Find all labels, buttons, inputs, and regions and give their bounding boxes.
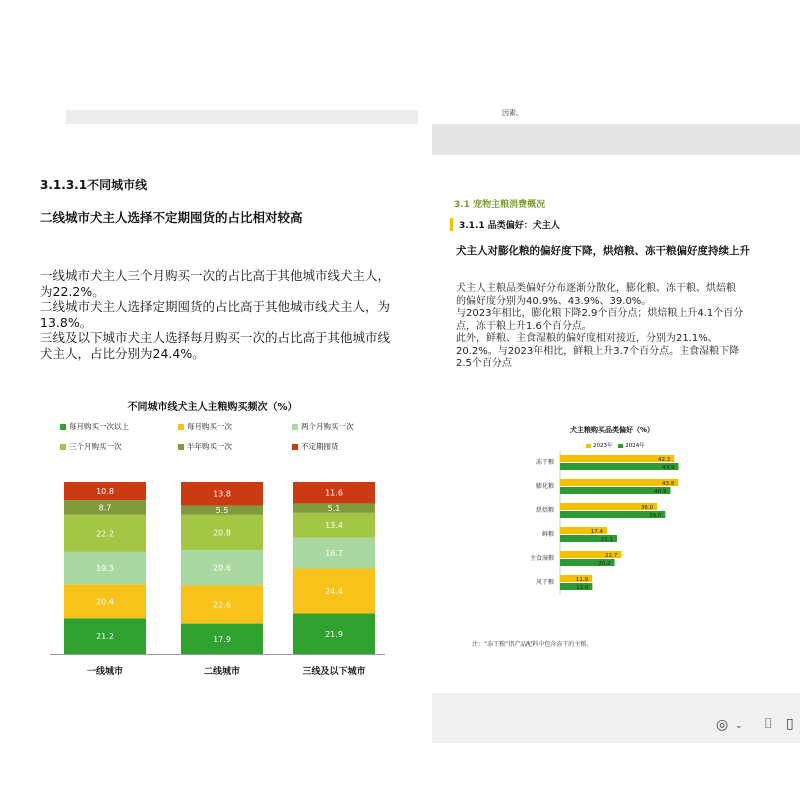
data-label: 19.3 bbox=[96, 564, 114, 574]
eye-icon[interactable]: ◎ bbox=[716, 717, 729, 733]
data-label: 42.3 bbox=[657, 457, 671, 463]
paragraph-line: 2.5个百分点 bbox=[456, 358, 512, 369]
paragraph-line: 点，冻干粮上升1.6个百分点。 bbox=[456, 320, 592, 332]
data-label: 5.1 bbox=[327, 504, 341, 514]
legend-label: 两个月购买一次 bbox=[301, 422, 354, 431]
category-label: 烘焙粮 bbox=[535, 507, 554, 514]
data-label: 39.0 bbox=[649, 513, 662, 519]
paragraph-line: 二线城市犬主人选择定期囤货的占比高于其他城市线犬主人，为 bbox=[40, 299, 391, 314]
paragraph-line: 20.2%。与2023年相比，鲜粮上升3.7个百分点。主食湿粮下降 bbox=[456, 345, 740, 357]
category-label: 膨化粮 bbox=[535, 483, 554, 490]
subsection-title: 3.1.1 品类偏好：犬主人 bbox=[450, 218, 560, 231]
data-label: 5.5 bbox=[215, 506, 229, 516]
data-label: 20.8 bbox=[213, 528, 231, 538]
viewer-toolbar bbox=[432, 693, 800, 743]
data-label: 22.6 bbox=[213, 600, 231, 610]
legend-label: 2024年 bbox=[625, 443, 645, 449]
category-label: 冻干粮 bbox=[535, 459, 554, 466]
data-label: 8.7 bbox=[98, 503, 112, 513]
right-page-top bbox=[432, 0, 800, 124]
section-title: 3.1 宠物主粮消费概况 bbox=[454, 200, 546, 210]
category-label: 一线城市 bbox=[86, 667, 124, 677]
data-label: 21.2 bbox=[96, 632, 114, 642]
data-label: 20.6 bbox=[213, 563, 231, 573]
data-label: 21.1 bbox=[600, 537, 613, 543]
data-label: 22.2 bbox=[96, 529, 114, 539]
paragraph-line: 一线城市犬主人三个月购买一次的占比高于其他城市线犬主人， bbox=[40, 268, 391, 283]
category-label: 三线及以下城市 bbox=[302, 667, 366, 677]
bar bbox=[560, 463, 679, 470]
chart-title: 犬主粮购买品类偏好（%） bbox=[569, 426, 654, 434]
legend-label: 每月购买一次以上 bbox=[69, 422, 129, 431]
paragraph-line: 与2023年相比，膨化粮下降2.9个百分点；烘焙粮上升4.1个百分 bbox=[456, 308, 744, 319]
data-label: 13.8 bbox=[213, 489, 231, 499]
data-label: 43.8 bbox=[662, 481, 675, 487]
fit-page-icon[interactable]: ⌷ bbox=[764, 716, 773, 732]
page-fragment-text: 因素。 bbox=[502, 109, 523, 117]
legend-label: 2023年 bbox=[593, 443, 613, 449]
legend-label: 每月购买一次 bbox=[187, 422, 232, 431]
data-label: 21.9 bbox=[325, 629, 343, 639]
paragraph-line: 犬主人，占比分别为24.4%。 bbox=[40, 345, 205, 361]
data-label: 20.4 bbox=[96, 597, 114, 607]
horizontal-bar-chart bbox=[432, 155, 792, 693]
data-label: 13.4 bbox=[325, 521, 343, 531]
headline: 犬主人对膨化粮的偏好度下降，烘焙粮、冻干粮偏好度持续上升 bbox=[456, 245, 750, 257]
data-label: 17.4 bbox=[590, 529, 603, 535]
data-label: 17.9 bbox=[213, 634, 231, 644]
paragraph-line: 的偏好度分别为40.9%、43.9%、39.0%。 bbox=[456, 295, 652, 307]
paragraph-line: 此外，鲜粮、主食湿粮的偏好度相对接近，分别为21.1%、 bbox=[456, 333, 718, 344]
paragraph-line: 犬主人主粮品类偏好分布逐渐分散化，膨化粮、冻干粮、烘焙粮 bbox=[456, 283, 736, 294]
page-gap bbox=[432, 124, 800, 155]
section-subheading: 二线城市犬主人选择不定期囤货的占比相对较高 bbox=[40, 210, 303, 225]
data-label: 10.8 bbox=[96, 487, 114, 497]
legend-label: 不定期囤货 bbox=[301, 442, 339, 451]
data-label: 11.9 bbox=[575, 577, 589, 583]
data-label: 40.9 bbox=[654, 489, 667, 495]
data-label: 11.6 bbox=[325, 488, 343, 498]
section-heading: 3.1.3.1不同城市线 bbox=[40, 178, 148, 192]
bar bbox=[560, 479, 678, 486]
data-label: 43.9 bbox=[662, 465, 675, 471]
category-label: 主食湿粮 bbox=[529, 555, 554, 562]
data-label: 22.7 bbox=[605, 553, 618, 559]
paragraph-line: 三线及以下城市犬主人选择每月购买一次的占比高于其他城市线 bbox=[40, 330, 391, 345]
data-label: 16.7 bbox=[325, 549, 343, 559]
category-label: 鲜粮 bbox=[541, 531, 554, 538]
data-label: 36.0 bbox=[640, 505, 654, 511]
legend-label: 半年购买一次 bbox=[187, 442, 232, 451]
category-label: 二线城市 bbox=[203, 667, 241, 677]
paragraph-line: 13.8%。 bbox=[40, 314, 93, 330]
paragraph-line: 为22.2%。 bbox=[40, 283, 105, 299]
page-icon[interactable]: ▯ bbox=[786, 716, 794, 732]
data-label: 20.2 bbox=[598, 561, 611, 567]
legend-label: 三个月购买一次 bbox=[69, 442, 122, 451]
footnote: 注：“冻干粮”指产品配料中包含冻干的主粮。 bbox=[472, 641, 593, 648]
chart-title: 不同城市线犬主人主粮购买频次（%） bbox=[127, 402, 298, 413]
data-label: 24.4 bbox=[325, 587, 343, 597]
chevron-down-icon[interactable]: ⌄ bbox=[735, 721, 743, 731]
data-label: 12.0 bbox=[576, 585, 589, 591]
category-label: 风干粮 bbox=[535, 579, 554, 586]
